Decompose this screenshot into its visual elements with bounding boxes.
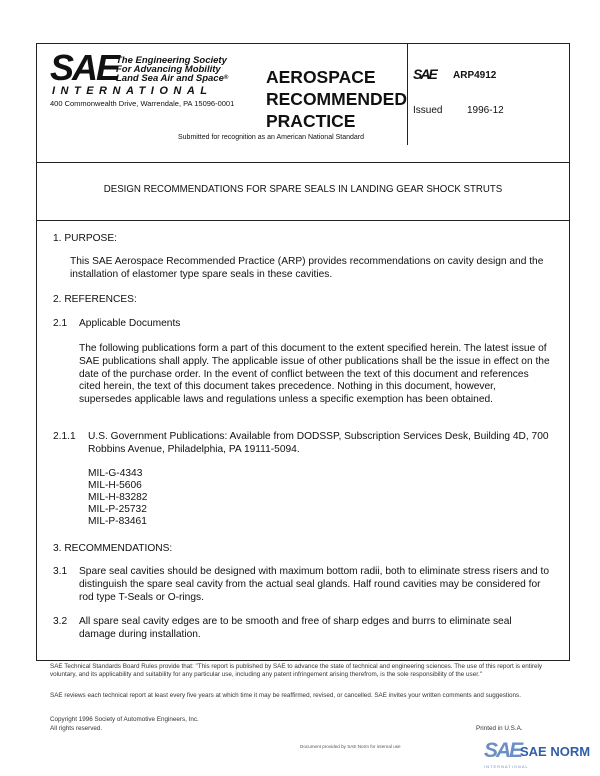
rights-reserved: All rights reserved. bbox=[50, 725, 103, 732]
address: 400 Commonwealth Drive, Warrendale, PA 15096-0001 bbox=[50, 99, 235, 108]
society-tagline: The Engineering Society For Advancing Mobility Land Sea Air and Space® bbox=[116, 55, 229, 84]
sae-norm-watermark bbox=[484, 740, 596, 774]
section-2-1-title: Applicable Documents bbox=[79, 318, 181, 329]
purpose-text: This SAE Aerospace Recommended Practice (ARP) provides recommendations on cavity design and the installation of elastomer type spare seals in these cavities. bbox=[70, 256, 544, 280]
recommendation-3-1-text: Spare seal cavities should be designed with maximum bottom radii, both to eliminate stress risers and to distinguish the spare seal cavity from the actual seal glands. Half round cavities may be considered for rod type T-Seals or O-rings. bbox=[79, 566, 549, 603]
section-references-heading: 2. REFERENCES: bbox=[53, 294, 137, 305]
applicable-documents-text: The following publications form a part of this document to the extent specified herein. The latest issue of SAE publications shall apply. The applicable issue of other publications shall be the issue in effect on the date of the purchase order. In the event of conflict between the text of this document and references cited herein, the text of this document takes precedence. Nothing in this document, however, supersedes applicable laws and regulations unless a specific exemption has been obtained. bbox=[79, 343, 550, 406]
board-rules-note: SAE Technical Standards Board Rules provide that: "This report is published by SAE to advance the state of technical and engineering sciences. The use of this report is entirely voluntary, and its applicability and suitability for any particular use, including any patent infringement arising therefrom, is the sole responsibility of the user." bbox=[50, 663, 543, 678]
review-note: SAE reviews each technical report at least every five years at which time it may be reaffirmed, revised, or cancelled. SAE invites your written comments and suggestions. bbox=[50, 692, 521, 699]
list-item: MIL-P-25732 bbox=[88, 504, 147, 515]
recommendation-3-2-text: All spare seal cavity edges are to be smooth and free of sharp edges and burrs to eliminate seal damage during installation. bbox=[79, 616, 512, 640]
recognition-note: Submitted for recognition as an American National Standard bbox=[178, 134, 364, 141]
section-recommendations-heading: 3. RECOMMENDATIONS: bbox=[53, 543, 173, 554]
watermark-sub: INTERNATIONAL bbox=[484, 764, 529, 769]
list-item: MIL-H-5606 bbox=[88, 480, 142, 491]
section-2-1-1-number: 2.1.1 bbox=[53, 431, 76, 442]
list-item: MIL-P-83461 bbox=[88, 516, 147, 527]
sae-logo: SAE bbox=[50, 47, 119, 88]
section-purpose-heading: 1. PURPOSE: bbox=[53, 233, 117, 244]
international-label: INTERNATIONAL bbox=[52, 85, 213, 97]
issued-date: 1996-12 bbox=[467, 105, 504, 116]
document-title: DESIGN RECOMMENDATIONS FOR SPARE SEALS IN LANDING GEAR SHOCK STRUTS bbox=[103, 184, 503, 195]
title-divider bbox=[36, 220, 570, 221]
government-publications-text: U.S. Government Publications: Available from DODSSP, Subscription Services Desk, Building 4D, 700 Robbins Avenue, Philadelphia, PA 19111-5094. bbox=[88, 431, 549, 455]
section-3-1-number: 3.1 bbox=[53, 566, 68, 577]
sae-watermark-icon: SAE bbox=[484, 739, 522, 762]
section-3-2-number: 3.2 bbox=[53, 616, 68, 627]
list-item: MIL-H-83282 bbox=[88, 492, 148, 503]
printed-in: Printed in U.S.A. bbox=[476, 725, 523, 732]
sae-norm-label: SAE NORM bbox=[520, 744, 591, 759]
header-vertical-rule bbox=[407, 43, 408, 145]
copyright: Copyright 1996 Society of Automotive Engineers, Inc. bbox=[50, 716, 199, 723]
issued-label: Issued bbox=[413, 105, 443, 116]
sae-small-logo: SAE bbox=[413, 66, 436, 82]
download-note: Document provided by SAE Norm for internal use bbox=[300, 744, 401, 749]
doc-type: AEROSPACE RECOMMENDED PRACTICE bbox=[266, 67, 407, 131]
section-2-1-number: 2.1 bbox=[53, 318, 68, 329]
header-divider bbox=[36, 162, 570, 163]
list-item: MIL-G-4343 bbox=[88, 468, 143, 479]
mil-spec-list bbox=[88, 468, 147, 528]
doc-number: ARP4912 bbox=[453, 70, 497, 81]
